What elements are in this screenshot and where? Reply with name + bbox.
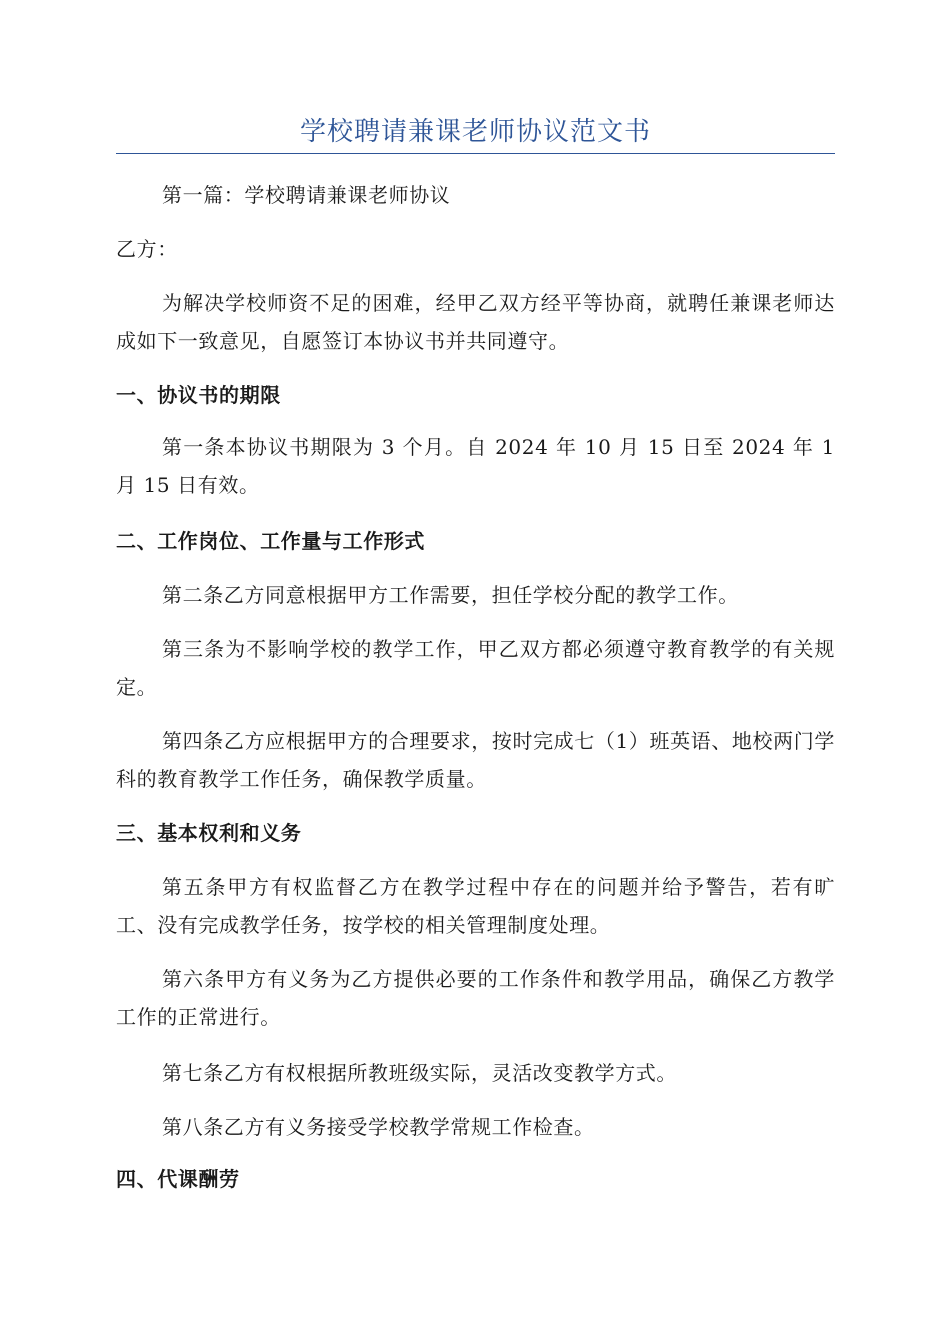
clause-5: 第五条甲方有权监督乙方在教学过程中存在的问题并给予警告，若有旷工、没有完成教学任务，按学校的相关管理制度处理。: [116, 875, 835, 937]
clause-8: 第八条乙方有义务接受学校教学常规工作检查。: [162, 1115, 595, 1139]
clause-7: 第七条乙方有权根据所教班级实际，灵活改变教学方式。: [162, 1061, 677, 1085]
clause-3: 第三条为不影响学校的教学工作，甲乙双方都必须遵守教育教学的有关规定。: [116, 637, 835, 699]
title-divider: [116, 153, 835, 154]
document-subtitle: 第一篇：学校聘请兼课老师协议: [162, 183, 451, 207]
party-b-label: 乙方：: [116, 237, 178, 261]
document-title: 学校聘请兼课老师协议范文书: [299, 117, 651, 147]
clause-6: 第六条甲方有义务为乙方提供必要的工作条件和教学用品，确保乙方教学工作的正常进行。: [116, 967, 835, 1029]
section-heading-rights: 三、基本权利和义务: [116, 821, 302, 845]
clause-1: 第一条本协议书期限为 3 个月。自 2024 年 10 月 15 日至 2024 年 1 月 15 日有效。: [116, 435, 835, 497]
clause-2: 第二条乙方同意根据甲方工作需要，担任学校分配的教学工作。: [162, 583, 739, 607]
section-heading-pay: 四、代课酬劳: [116, 1167, 240, 1191]
section-heading-position: 二、工作岗位、工作量与工作形式: [116, 529, 425, 553]
intro-paragraph: 为解决学校师资不足的困难，经甲乙双方经平等协商，就聘任兼课老师达成如下一致意见，自愿签订本协议书并共同遵守。: [116, 291, 835, 353]
section-heading-term: 一、协议书的期限: [116, 383, 281, 407]
clause-4: 第四条乙方应根据甲方的合理要求，按时完成七（1）班英语、地校两门学科的教育教学工作任务，确保教学质量。: [116, 729, 835, 791]
